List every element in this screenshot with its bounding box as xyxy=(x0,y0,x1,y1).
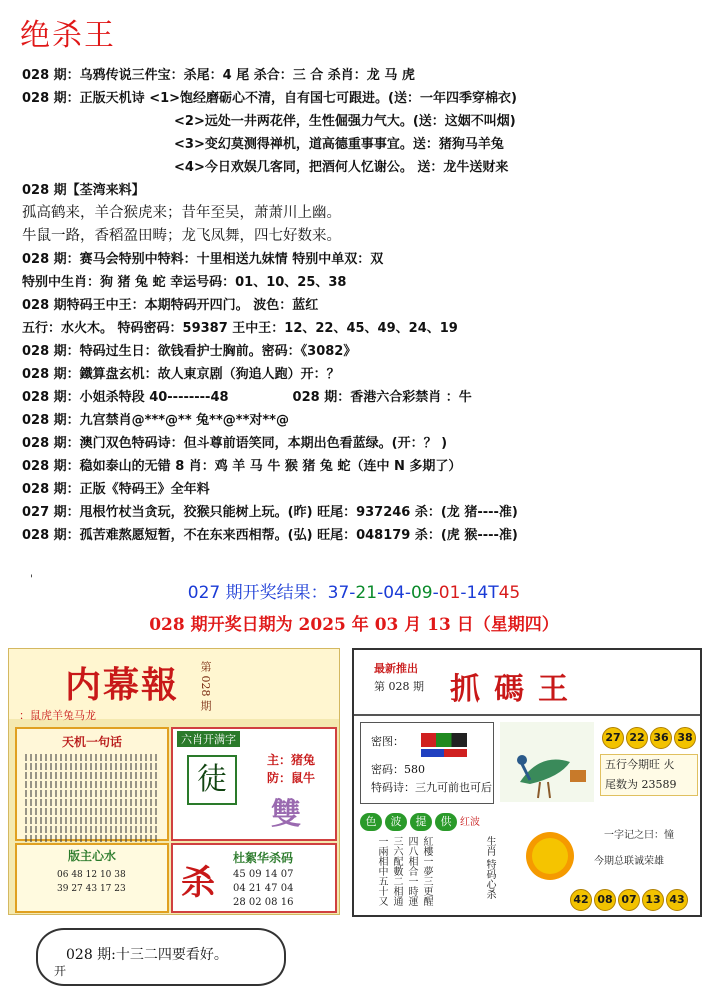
tianji-box xyxy=(15,727,169,841)
line-tianjishi-3: <3>变幻莫测得禅机，道高德重事事宜。送：猪狗马羊兔 xyxy=(174,137,504,152)
line-zhengban: 028 期：正版《特码王》全年料 xyxy=(22,482,210,497)
zhu-fang xyxy=(267,751,315,787)
cloud-tail: 开 xyxy=(54,964,67,978)
draw-result xyxy=(0,578,708,603)
kill-char: 杀 xyxy=(181,863,215,903)
banzhu-line-2: 39 27 43 17 23 xyxy=(57,884,126,894)
poster-header xyxy=(354,650,700,716)
line-tiesuanpan: 028 期：鐵算盘玄机：故人東京剧（狗追人跑）开：？ xyxy=(22,367,340,382)
draw-date: 028 期开奖日期为 2025 年 03 月 13 日（星期四） xyxy=(149,615,559,635)
line-shengxiao: 特别中生肖：狗 猪 兔 蛇 幸运号码：01、10、25、38 xyxy=(22,275,347,290)
poster-title: 抓碼王 xyxy=(450,672,582,707)
content-lines xyxy=(22,64,702,547)
banzhu-nums xyxy=(57,868,167,896)
liuxiao-title: 六肖开满字 xyxy=(177,731,240,747)
tail-text: 尾数为 23589 xyxy=(605,778,677,791)
poster-issue: 第 028 期 xyxy=(199,661,212,711)
line-shengri: 028 期：特码过生日：欲钱看护士胸前。密码：《3082》 xyxy=(22,344,357,359)
banzhu-line-1: 06 48 12 10 38 xyxy=(57,870,126,880)
shama-title: 杜絮华杀码 xyxy=(233,851,294,865)
result-num-7: 45 xyxy=(498,583,521,603)
flag-icon xyxy=(421,749,467,757)
line-temawang: 028 期特码王中王：本期特码开四门。 波色：蓝红 xyxy=(22,298,319,313)
wuxing-box xyxy=(600,754,698,796)
result-num-3: 04 xyxy=(383,583,405,603)
result-sep: - xyxy=(432,583,439,603)
ball: 38 xyxy=(674,727,696,749)
tianji-rows xyxy=(25,754,159,842)
result-t: T xyxy=(488,583,499,603)
ball: 42 xyxy=(570,889,592,911)
result-num-4: 09 xyxy=(410,583,433,603)
result-num-2: 21 xyxy=(355,583,378,603)
line-sanjianbao: 028 期：乌鸦传说三件宝：杀尾：4 尾 杀合：三 合 杀肖：龙 马 虎 xyxy=(22,68,415,83)
tag: 色 xyxy=(360,813,382,831)
ball: 43 xyxy=(666,889,688,911)
poster-neimubao xyxy=(8,648,340,915)
poster-latest: 最新推出 xyxy=(374,662,418,675)
shama-line-1: 45 09 14 07 xyxy=(233,869,294,880)
line-tianjishi-1: 028 期：正版天机诗 <1>饱经磨砺心不清，自有国七可跟进。(送：一年四季穿棉衣) xyxy=(22,91,517,106)
line-8xiao: 028 期：稳如泰山的无错 8 肖：鸡 羊 马 牛 猴 猪 兔 蛇（连中 N 多期了） xyxy=(22,459,462,474)
tag: 供 xyxy=(435,813,457,831)
bottom-balls xyxy=(570,888,690,911)
vertical-poem: 紅樓一夢三更醒 四八相合一時運 三六配數二相通 一兩相中五十又 xyxy=(376,836,432,906)
ball: 27 xyxy=(602,727,624,749)
shengxiao-text: 生肖 特码心杀 xyxy=(484,836,495,900)
result-num-6: 14 xyxy=(466,583,489,603)
shama-nums xyxy=(233,868,335,910)
line-aomen: 028 期：澳门双色特码诗：但斗尊前语笑同，本期出色看蓝绿。(开：？ ) xyxy=(22,436,448,451)
note-text: 今期总联诚荣雄 xyxy=(594,856,664,867)
wuxing-text: 五行今期旺 火 xyxy=(605,758,675,771)
shama-line-2: 04 21 47 04 xyxy=(233,883,294,894)
code-label: 密图： xyxy=(371,735,404,748)
result-num-5: 01 xyxy=(438,583,461,603)
poster-subtitle: ：鼠虎羊兔马龙 xyxy=(19,709,96,722)
result-prefix: 027 期开奖结果： xyxy=(187,583,328,603)
line-quanwan-1: 孤高鹤来，羊合猴虎来；昔年至吴，萧萧川上幽。 xyxy=(22,205,341,221)
result-sep: - xyxy=(377,583,384,603)
sun-icon xyxy=(520,826,580,886)
cloud-text: 028 期:十三二四要看好。 xyxy=(66,947,228,963)
flag-icon xyxy=(421,733,467,747)
stray-mark: ' xyxy=(30,574,33,585)
banzhu-title: 版主心水 xyxy=(67,849,116,863)
banzhu-box xyxy=(15,843,169,913)
ball: 36 xyxy=(650,727,672,749)
code-poem: 特码诗：三九可前也可后 xyxy=(371,781,492,794)
ball: 22 xyxy=(626,727,648,749)
line-tianjishi-4: <4>今日欢娱几客同，把酒何人忆谢公。 送：龙牛送财来 xyxy=(174,160,509,175)
tag-extra: 红波 xyxy=(460,817,480,828)
tag-row xyxy=(360,810,480,831)
line-xiaojie-row xyxy=(22,386,702,409)
tag: 提 xyxy=(410,813,432,831)
poster-title: 内幕報 xyxy=(65,664,180,706)
line-wuxing: 五行：水火木。 特码密码：59387 王中王：12、22、45、49、24、19 xyxy=(22,321,458,336)
line-quanwan-2: 牛鼠一路，香稻盈田畴；龙飞凤舞，四七好数来。 xyxy=(22,228,341,244)
shama-line-3: 28 02 08 16 xyxy=(233,897,294,908)
fang-text: 防：鼠牛 xyxy=(267,771,316,785)
poster-zhuamawang xyxy=(352,648,702,917)
ball: 07 xyxy=(618,889,640,911)
ball: 08 xyxy=(594,889,616,911)
line-028: 028 期：孤苦难熬愿短暂，不在东来西相帮。(弘) 旺尾：048179 杀：(虎 猴----准) xyxy=(22,528,518,543)
signature-text: 一字记之曰：憧 xyxy=(604,830,674,841)
poster-issue: 第 028 期 xyxy=(374,680,424,693)
line-jiugong: 028 期：九宫禁肖@***@** 兔**@**对**@ xyxy=(22,413,289,428)
poster-header xyxy=(9,649,339,722)
cloud-bubble xyxy=(36,928,286,986)
tianji-title: 天机一句话 xyxy=(61,735,122,749)
double-char: 雙 xyxy=(271,797,301,832)
result-num-1: 37 xyxy=(327,583,350,603)
page-title: 绝杀王 xyxy=(20,18,116,53)
result-sep: - xyxy=(460,583,467,603)
line-tianjishi-2: <2>远处一井两花伴，生性倔强力气大。(送：这姻不叫烟) xyxy=(174,114,516,129)
line-027: 027 期：甩根竹杖当贪玩，狡猴只能树上玩。(昨) 旺尾：937246 杀：(龙 猪----准) xyxy=(22,505,518,520)
zhu-text: 主：猪兔 xyxy=(267,753,316,767)
liuxiao-box xyxy=(171,727,337,841)
code-box xyxy=(360,722,494,804)
shama-box xyxy=(171,843,337,913)
ball: 13 xyxy=(642,889,664,911)
line-quanwan-title: 028 期【荃湾来料】 xyxy=(22,183,145,198)
top-balls xyxy=(602,726,698,749)
tag: 波 xyxy=(385,813,407,831)
result-sep: - xyxy=(349,583,356,603)
result-sep: - xyxy=(404,583,411,603)
big-char: 徒 xyxy=(187,755,237,805)
peacock-icon xyxy=(500,722,594,802)
line-saimahui: 028 期：赛马会特别中特料：十里相送九妹情 特别中单双：双 xyxy=(22,252,384,267)
line-jinxiao: 028 期：香港六合彩禁肖 ：牛 xyxy=(292,390,472,405)
code-value: 密码：580 xyxy=(371,763,425,776)
line-xiaojie: 028 期：小姐杀特段 40--------48 xyxy=(22,390,229,405)
